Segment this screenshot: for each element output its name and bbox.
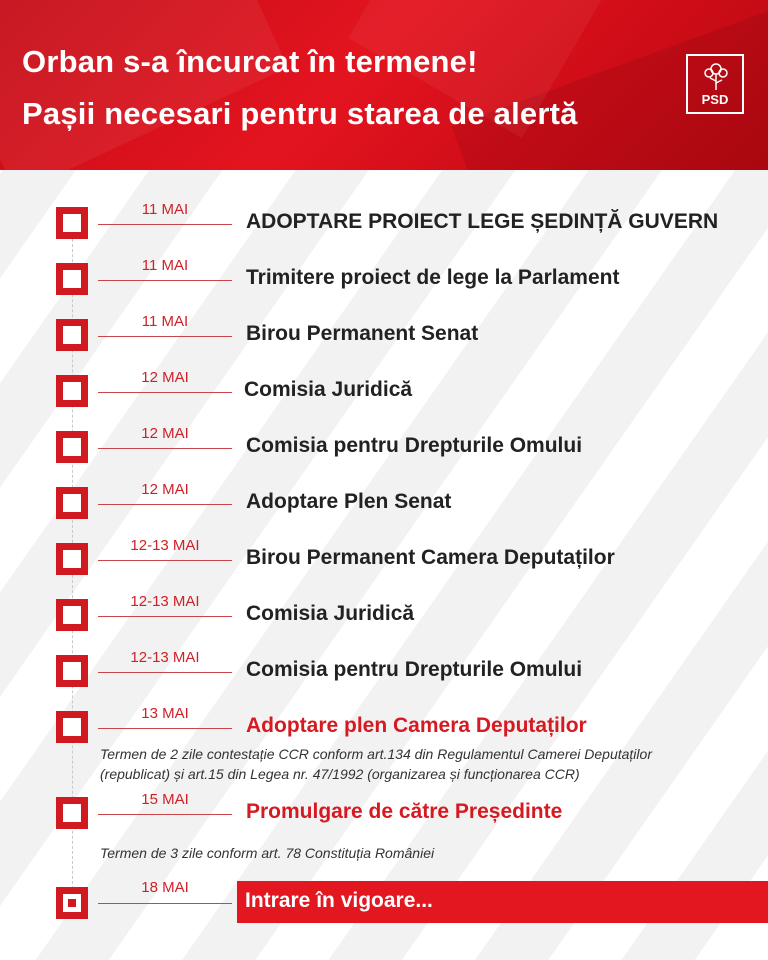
- timeline-marker: [56, 487, 88, 519]
- ccr-note: [100, 744, 652, 784]
- timeline-marker: [56, 375, 88, 407]
- step-date: 12-13 MAI: [130, 649, 200, 666]
- step-date: 12-13 MAI: [130, 537, 200, 554]
- step-label-highlight: Promulgare de către Președinte: [246, 800, 563, 823]
- connector-line: [98, 336, 232, 337]
- step-label: Comisia Juridică: [244, 378, 413, 401]
- step-date: 11 MAI: [141, 257, 189, 274]
- ccr-note-line-2: (republicat) și art.15 din Legea nr. 47/1992 (organizarea și funcționarea CCR): [100, 766, 580, 782]
- step-date: 12 MAI: [141, 425, 189, 442]
- timeline-marker: [56, 711, 88, 743]
- final-step-banner: [237, 881, 768, 923]
- header-banner: [0, 0, 768, 170]
- step-label: Birou Permanent Senat: [246, 322, 479, 345]
- step-date: 15 MAI: [141, 791, 189, 808]
- connector-line: [98, 672, 232, 673]
- timeline-marker: [56, 599, 88, 631]
- step-label: Birou Permanent Camera Deputaților: [246, 546, 615, 569]
- ccr-note-line-1: Termen de 2 zile contestație CCR conform art.134 din Regulamentul Camerei Deputaților: [100, 746, 652, 762]
- timeline-marker: [56, 543, 88, 575]
- step-date: 13 MAI: [141, 705, 189, 722]
- promulgare-note: Termen de 3 zile conform art. 78 Constituția României: [100, 845, 435, 861]
- connector-line: [98, 814, 232, 815]
- step-label: Comisia pentru Drepturile Omului: [246, 658, 583, 681]
- step-date: 12 MAI: [141, 481, 189, 498]
- step-label: Trimitere proiect de lege la Parlament: [246, 266, 620, 289]
- connector-line: [98, 728, 232, 729]
- connector-line: [98, 280, 232, 281]
- step-label-final: Intrare în vigoare...: [245, 889, 433, 912]
- connector-line: [98, 448, 232, 449]
- timeline-marker: [56, 263, 88, 295]
- step-label: Adoptare Plen Senat: [246, 490, 452, 513]
- psd-logo: [686, 54, 744, 114]
- step-label-highlight: Adoptare plen Camera Deputaților: [246, 714, 587, 737]
- timeline-marker: [56, 319, 88, 351]
- timeline-marker-final: [56, 887, 88, 919]
- step-date: 12 MAI: [141, 369, 189, 386]
- timeline-marker: [56, 655, 88, 687]
- step-label: Comisia Juridică: [246, 602, 415, 625]
- step-label: ADOPTARE PROIECT LEGE ȘEDINȚĂ GUVERN: [246, 210, 719, 233]
- connector-line: [98, 504, 232, 505]
- connector-line: [98, 616, 232, 617]
- connector-line: [98, 903, 232, 904]
- step-label: Comisia pentru Drepturile Omului: [246, 434, 583, 457]
- connector-line: [98, 224, 232, 225]
- step-date: 12-13 MAI: [130, 593, 200, 610]
- step-date: 11 MAI: [141, 201, 189, 218]
- connector-line: [98, 560, 232, 561]
- timeline-marker: [56, 431, 88, 463]
- timeline-marker: [56, 797, 88, 829]
- title-line-2: Pașii necesari pentru starea de alertă: [22, 96, 578, 131]
- step-date: 18 MAI: [141, 879, 189, 896]
- logo-text: PSD: [701, 92, 729, 107]
- connector-line: [98, 392, 232, 393]
- step-date: 11 MAI: [141, 313, 189, 330]
- timeline-marker: [56, 207, 88, 239]
- title-line-1: Orban s-a încurcat în termene!: [22, 44, 478, 79]
- rose-icon: [702, 61, 730, 91]
